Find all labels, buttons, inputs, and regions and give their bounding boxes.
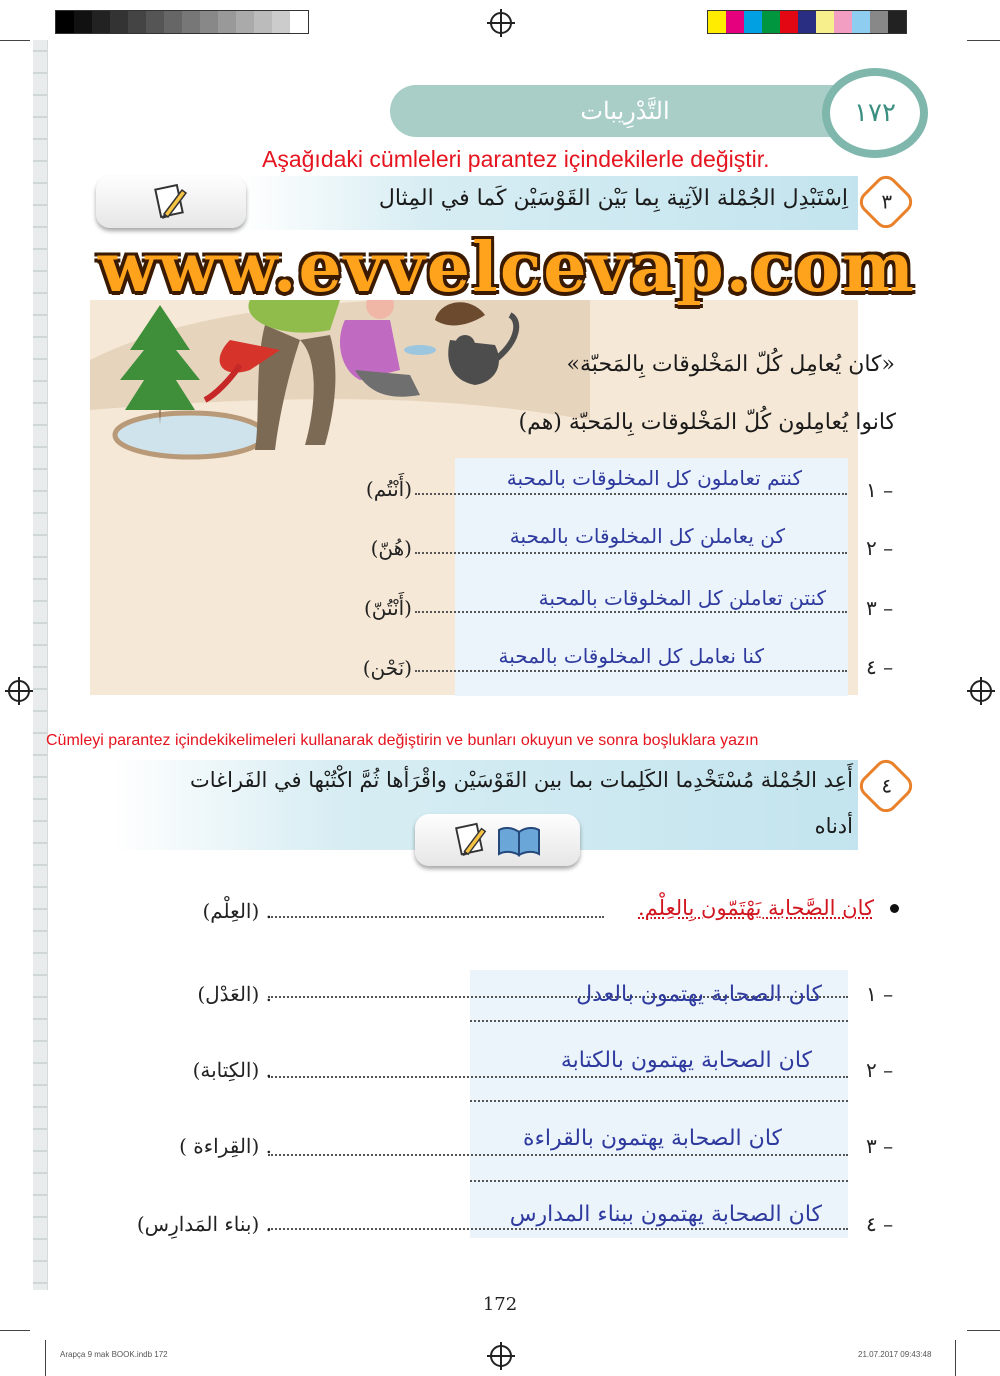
example-line: [268, 916, 604, 918]
answer-text: كنا نعامل كل المخلوقات بالمحبة: [498, 644, 764, 668]
crop-mark: [967, 40, 1000, 41]
answer-text: كنتن تعاملن كل المخلوقات بالمحبة: [538, 586, 826, 610]
row-number: ١ –: [866, 982, 894, 1006]
ex4-icon-tab: [415, 814, 580, 866]
crop-mark: [0, 1330, 30, 1331]
row-number: ٤ –: [866, 655, 894, 679]
ex3-example-sentence: «كان يُعامِل كُلّ المَخْلوقات بِالمَحبّة»: [566, 352, 895, 377]
pencil-paper-icon: [152, 182, 192, 222]
word-cue: . (القِراءة ): [179, 1134, 272, 1158]
row-number: ٣ –: [866, 1134, 894, 1158]
page-number-badge: ١٧٢: [822, 68, 928, 158]
word-cue: . (العَدْل): [197, 982, 272, 1006]
row-number: ٢ –: [866, 1058, 894, 1082]
row-number: ٤ –: [866, 1212, 894, 1236]
page-number-footer: 172: [482, 1294, 518, 1315]
answer-line-bottom[interactable]: [470, 1020, 848, 1022]
answer-line-bottom[interactable]: [470, 1180, 848, 1182]
ex3-number-badge: ٣: [855, 171, 917, 233]
print-timestamp: 21.07.2017 09:43:48: [858, 1350, 932, 1359]
crop-mark: [955, 1340, 956, 1376]
answer-text: كنتم تعاملون كل المخلوقات بالمحبة: [506, 466, 802, 490]
pronoun-cue: (هُنّ): [370, 536, 412, 560]
example-word: . (العِلْم): [202, 899, 272, 923]
ex3-instruction-text: اِسْتَبْدِل الجُمْلة الآتِية بِما بَيْن القَوْسَيْن كَما في المِثال: [378, 186, 848, 211]
answer-line[interactable]: [415, 670, 847, 672]
crop-mark: [45, 1340, 46, 1376]
ex3-icon-tab: [96, 176, 246, 228]
answer-line[interactable]: [415, 611, 847, 613]
answer-text: كان الصحابة يهتمون ببناء المدارس: [509, 1202, 822, 1227]
ex3-example-answer: كانوا يُعامِلون كُلّ المَخْلوقات بِالمَحبّة (هم): [518, 410, 896, 435]
pronoun-cue: (أَنْتُنّ): [364, 596, 412, 620]
answer-text: كان الصحابة يهتمون بالقراءة: [523, 1126, 782, 1151]
answer-line-top[interactable]: [268, 1228, 848, 1230]
file-name: Arapça 9 mak BOOK.indb 172: [60, 1350, 168, 1359]
answer-text: كان الصحابة يهتمون بالكتابة: [560, 1048, 812, 1073]
ex4-turkish-instruction: Cümleyi parantez içindekikelimeleri kullanarak değiştirin ve bunları okuyun ve sonra boşluklara yazın: [46, 732, 759, 749]
answer-text: كن يعاملن كل المخلوقات بالمحبة: [509, 524, 785, 548]
answer-line[interactable]: [415, 493, 847, 495]
ex4-instruction-line1: أَعِد الجُمْلة مُسْتَخْدِما الكَلِمات بما بين القَوْسَيْن واقْرَأها ثُمَّ اكْتُبْها في الفَراغات: [189, 768, 853, 792]
answer-line[interactable]: [415, 552, 847, 554]
ex3-turkish-instruction: Aşağıdaki cümleleri parantez içindekilerle değiştir.: [262, 146, 770, 172]
ex4-instruction-line2: أدناه: [814, 814, 853, 838]
registration-mark-icon: [490, 1345, 512, 1367]
row-number: ١ –: [866, 478, 894, 502]
bullet: [890, 904, 899, 913]
crop-mark: [967, 1330, 1000, 1331]
crop-mark: [0, 40, 30, 41]
pronoun-cue: (أَنْتُم): [365, 477, 412, 501]
pencil-paper-icon: [453, 821, 491, 859]
book-icon: [497, 824, 541, 858]
registration-mark-icon: [490, 12, 512, 34]
answer-text: كان الصحابة يهتمون بالعدل: [576, 982, 822, 1007]
row-number: ٢ –: [866, 536, 894, 560]
example-sentence: كان الصَّحابة يَهْتَمّون بِالعِلْم.: [638, 896, 874, 920]
section-title: التَّدْرِيبات: [390, 85, 860, 137]
registration-mark-icon: [970, 680, 992, 702]
ex4-answer-box: [470, 970, 848, 1238]
registration-mark-icon: [8, 680, 30, 702]
word-cue: . (بناء المَدارِس): [136, 1212, 272, 1236]
word-cue: . (الكِتابة): [192, 1058, 272, 1082]
answer-line-top[interactable]: [268, 1076, 848, 1078]
grayscale-bar: [55, 10, 309, 34]
color-bar: [707, 10, 907, 34]
answer-line-top[interactable]: [268, 1154, 848, 1156]
row-number: ٣ –: [866, 596, 894, 620]
ex4-number-badge: ٤: [855, 755, 917, 817]
answer-line-bottom[interactable]: [470, 1100, 848, 1102]
pronoun-cue: (نَحْن): [362, 656, 412, 680]
watermark: www.evvelcevap.com: [98, 228, 916, 308]
